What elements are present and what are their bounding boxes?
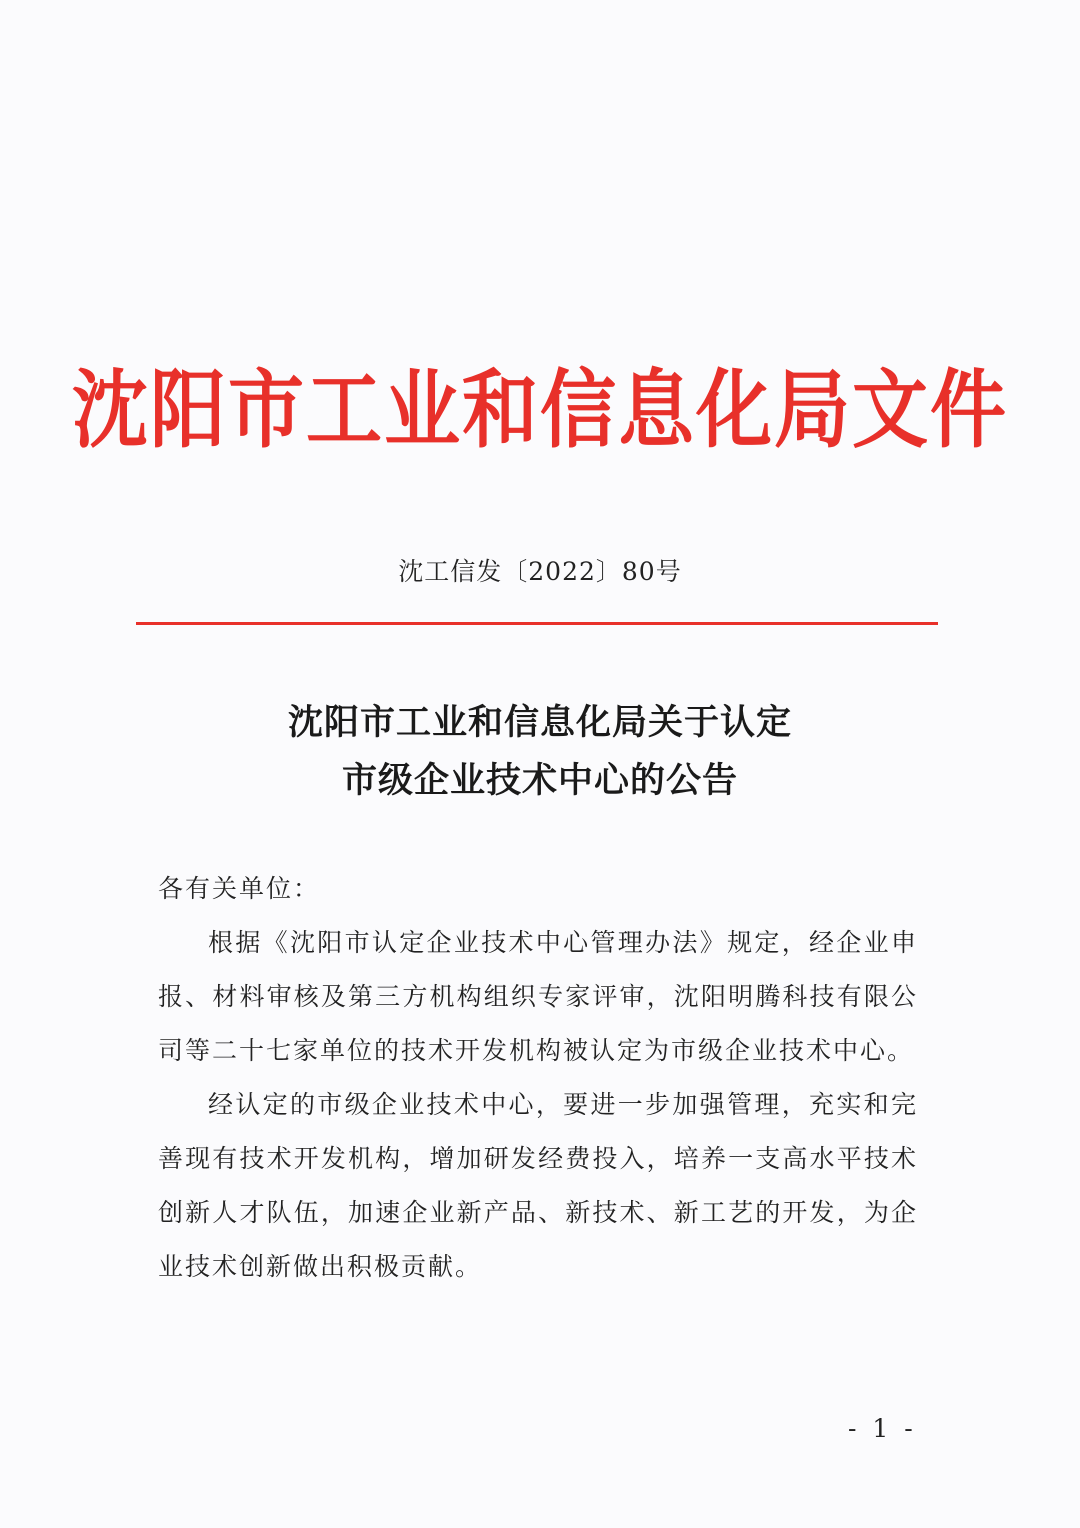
document-title (0, 694, 1080, 810)
body-paragraph-2: 经认定的市级企业技术中心，要进一步加强管理，充实和完善现有技术开发机构，增加研发经费投入，培养一支高水平技术创新人才队伍，加速企业新产品、新技术、新工艺的开发，为企业技术创新做出积极贡献。 (158, 1090, 918, 1281)
red-divider-line (136, 622, 938, 625)
salutation: 各有关单位： (158, 874, 321, 903)
issuer-header: 沈阳市工业和信息化局文件 (72, 360, 1008, 460)
title-line-2: 市级企业技术中心的公告 (341, 761, 738, 801)
document-number: 沈工信发〔2022〕80号 (398, 557, 682, 586)
page-number: - 1 - (848, 1414, 917, 1443)
body-paragraph-1: 根据《沈阳市认定企业技术中心管理办法》规定，经企业申报、材料审核及第三方机构组织专家评审，沈阳明腾科技有限公司等二十七家单位的技术开发机构被认定为市级企业技术中心。 (158, 928, 918, 1065)
document-body (158, 862, 918, 1294)
title-line-1: 沈阳市工业和信息化局关于认定 (287, 703, 792, 743)
